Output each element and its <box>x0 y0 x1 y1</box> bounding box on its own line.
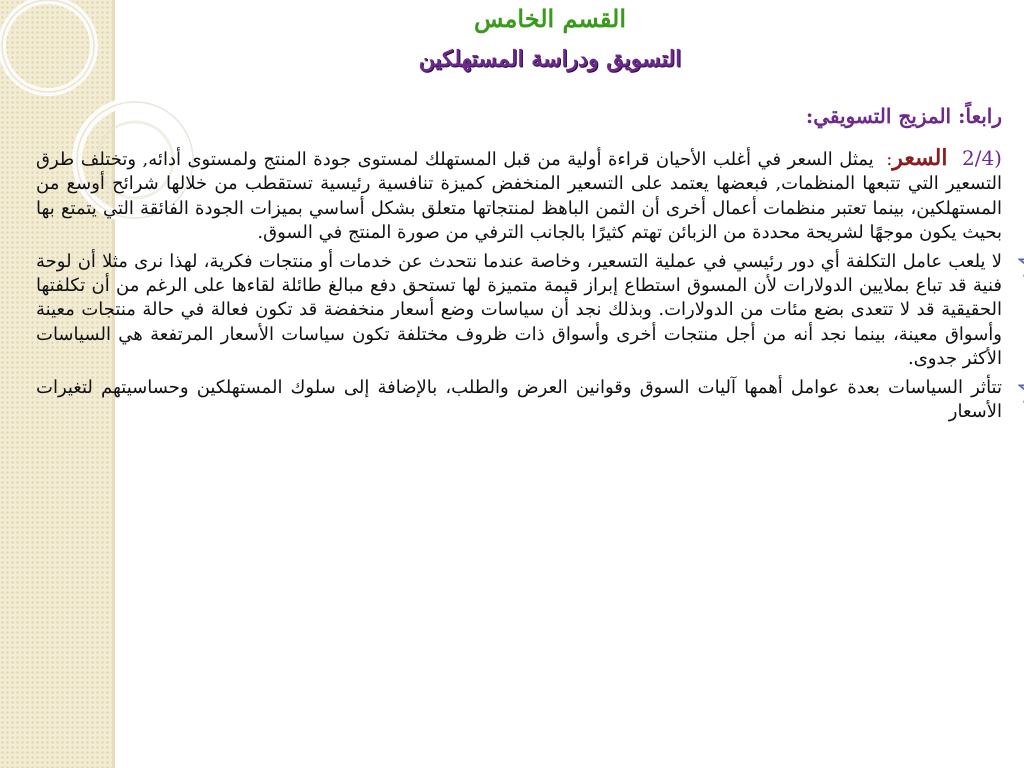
item-number: (2/4 <box>961 146 1002 170</box>
slide-title: التسويق ودراسة المستهلكين <box>418 46 682 72</box>
slide-header <box>250 4 850 74</box>
bullet-paragraph <box>36 376 1002 425</box>
keyword-price: السعر <box>892 145 948 171</box>
section-title: القسم الخامس <box>473 4 627 33</box>
bullet-text: تتأثر السياسات بعدة عوامل أهمها آليات السوق وقوانين العرض والطلب، بالإضافة إلى سلوك المستهلكين وحساسيتهم لتغيرات الأسعار <box>36 376 1002 423</box>
subheading <box>806 104 1002 128</box>
star-icon <box>1018 248 1024 278</box>
subheading-prefix: رابعاً: <box>958 104 1002 128</box>
numbered-paragraph <box>36 146 1002 246</box>
bullet-paragraph <box>36 250 1002 372</box>
subheading-label: المزيج التسويقي: <box>805 104 952 128</box>
slide-content <box>36 146 1002 428</box>
star-icon <box>1018 374 1024 404</box>
bullet-text: لا يلعب عامل التكلفة أي دور رئيسي في عملية التسعير، وخاصة عندما نتحدث عن خدمات أو منتجات فكرية، لهذا نرى مثلا أن لوحة فنية قد تباع بملايين الدولارات لأن المسوق استطاع إبراز قيمة متميزة لها تستحق دفع مبالغ طائلة لقاءها على الرغم من أن تكلفتها الحقيقية قد لا تتعدى بضع مئات من الدولارات. وبذلك نجد أن سياسات وضع أسعار منخفضة قد تكون فعالة في حالة منتجات معينة وأسواق معينة، بينما نجد أنه من أجل منتجات أخرى وأسواق ذات ظروف مختلفة تكون سياسات الأسعار المرتفعة هي السياسات الأكثر جدوى. <box>36 250 1002 370</box>
keyword-separator: : <box>886 149 893 170</box>
paragraph-text: يمثل السعر في أغلب الأحيان قراءة أولية من قبل المستهلك لمستوى جودة المنتج ولمستوى أدائه, وتختلف طرق التسعير التي تتبعها المنظمات, فبعضها يعتمد على التسعير المنخفض كميزة تنافسية رئيسية تستقطب من خلالها شرائح أوسع من المستهلكين، بينما تعتبر منظمات أعمال أخرى أن الثمن الباهظ لمنتجاتها متعلق بشكل أساسي بميزات الجودة الفائقة التي يتمتع بها بحيث يكون موجهًا لشريحة محددة من الزبائن تهتم كثيرًا بالجانب الترفي من صورة المنتج في السوق. <box>36 149 1002 244</box>
